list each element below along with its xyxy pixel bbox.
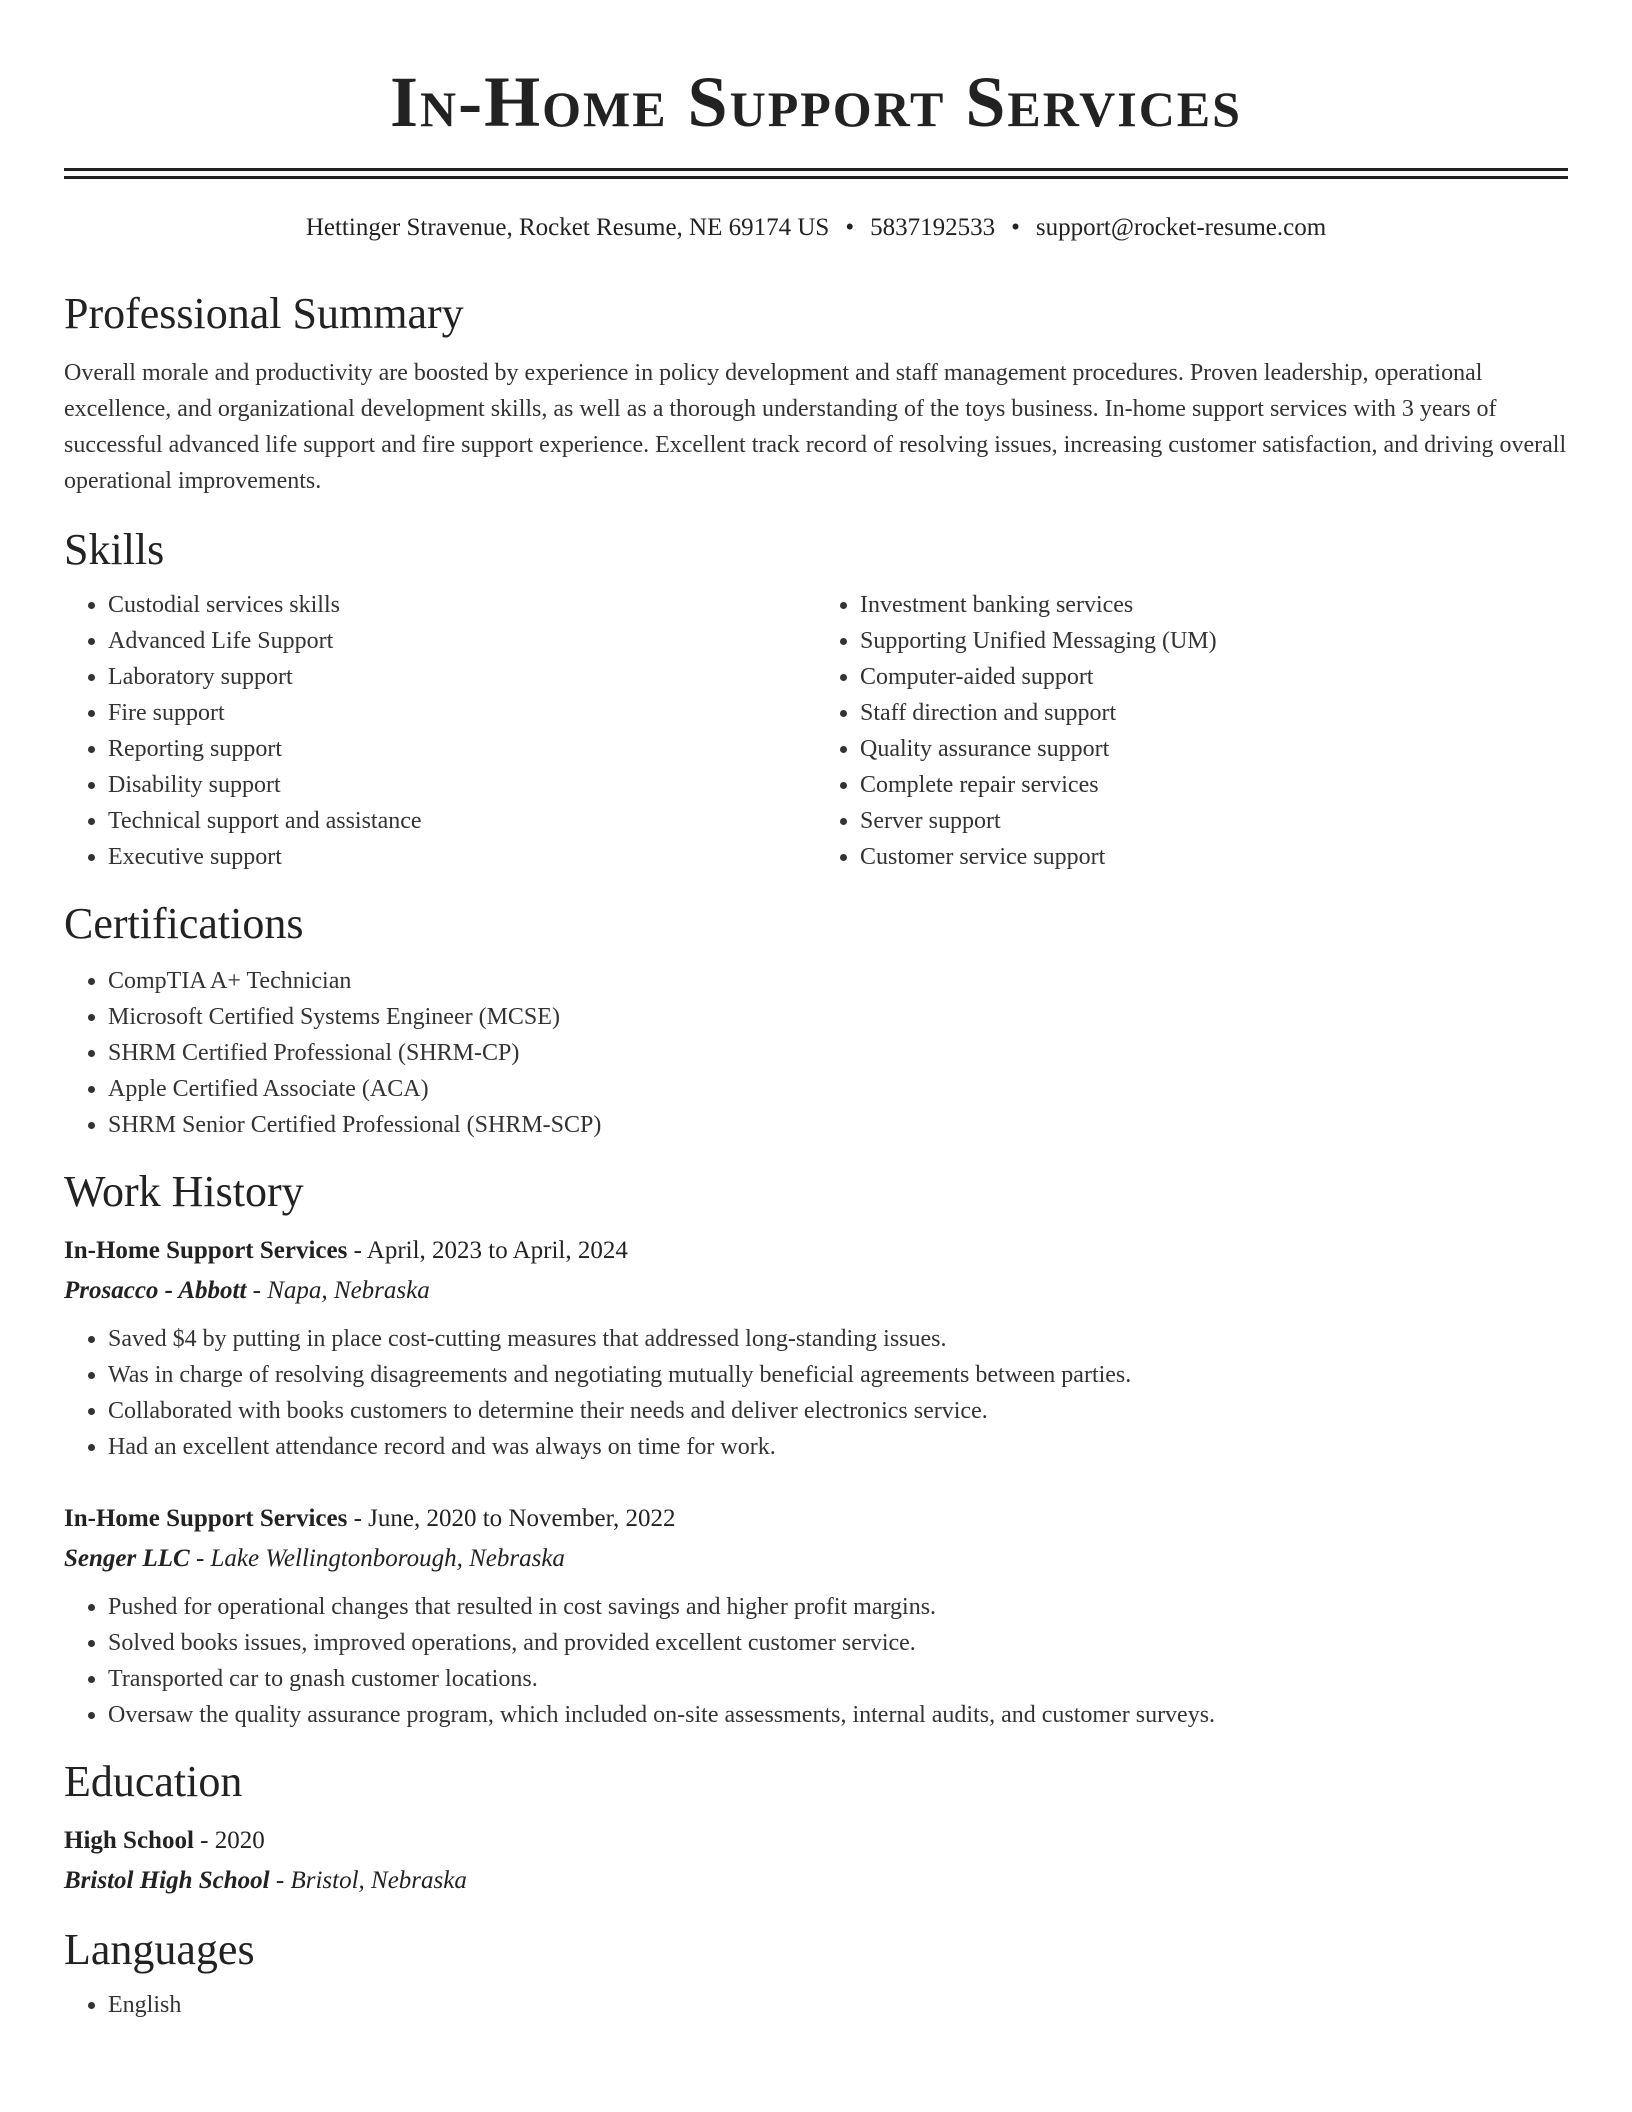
- skill-item: • Laboratory support: [108, 659, 816, 695]
- title-divider-bottom: [64, 176, 1568, 179]
- skills-section: [64, 525, 1568, 875]
- education-location: - Bristol, Nebraska: [269, 1867, 467, 1894]
- job-entry: [64, 1231, 1568, 1465]
- job-dates: - June, 2020 to November, 2022: [347, 1505, 676, 1532]
- job-title: In-Home Support Services: [64, 1505, 348, 1532]
- education-school-line: [64, 1861, 1568, 1901]
- certification-item: • SHRM Senior Certified Professional (SHRM-SCP): [108, 1107, 1568, 1143]
- job-title: In-Home Support Services: [64, 1237, 348, 1264]
- contact-address: Hettinger Stravenue, Rocket Resume, NE 69174 US: [305, 214, 830, 241]
- education-degree-line: [64, 1821, 1568, 1861]
- languages-section: [64, 1925, 1568, 2023]
- certification-item: • Apple Certified Associate (ACA): [108, 1071, 1568, 1107]
- job-company-line: [64, 1271, 1568, 1311]
- skill-item: • Custodial services skills: [108, 587, 816, 623]
- education-entry: [64, 1821, 1568, 1901]
- page-title: In-Home Support Services: [390, 62, 1242, 142]
- contact-email: support@rocket-resume.com: [1035, 214, 1327, 241]
- job-bullet: • Solved books issues, improved operations, and provided excellent customer service.: [108, 1625, 1568, 1661]
- contact-separator: •: [1011, 214, 1020, 241]
- skill-item: • Complete repair services: [860, 767, 1568, 803]
- skill-item: • Server support: [860, 803, 1568, 839]
- section-heading-education: Education: [64, 1757, 243, 1806]
- education-section: [64, 1757, 1568, 1901]
- job-bullets: [64, 1589, 1568, 1733]
- section-heading-languages: Languages: [64, 1925, 255, 1974]
- job-location: - Napa, Nebraska: [246, 1277, 430, 1304]
- skill-item: • Fire support: [108, 695, 816, 731]
- skill-item: • Executive support: [108, 839, 816, 875]
- job-entry: [64, 1499, 1568, 1733]
- job-bullet: • Had an excellent attendance record and was always on time for work.: [108, 1429, 1568, 1465]
- job-dates: - April, 2023 to April, 2024: [347, 1237, 628, 1264]
- language-item: • English: [108, 1987, 1568, 2023]
- education-school: Bristol High School: [64, 1867, 270, 1894]
- job-company-line: [64, 1539, 1568, 1579]
- skills-columns: [64, 587, 1568, 875]
- section-heading-certifications: Certifications: [64, 899, 304, 948]
- certification-item: • SHRM Certified Professional (SHRM-CP): [108, 1035, 1568, 1071]
- job-title-line: [64, 1499, 1568, 1539]
- education-degree: High School: [64, 1827, 194, 1854]
- skill-item: • Staff direction and support: [860, 695, 1568, 731]
- job-bullet: • Saved $4 by putting in place cost-cutting measures that addressed long-standing issues.: [108, 1321, 1568, 1357]
- work-history-section: [64, 1167, 1568, 1733]
- job-company: Prosacco - Abbott: [64, 1277, 247, 1304]
- skill-item: • Investment banking services: [860, 587, 1568, 623]
- certifications-section: [64, 899, 1568, 1143]
- job-location: - Lake Wellingtonborough, Nebraska: [189, 1545, 565, 1572]
- title-divider-top: [64, 168, 1568, 171]
- job-title-line: [64, 1231, 1568, 1271]
- job-bullet: • Was in charge of resolving disagreements and negotiating mutually beneficial agreements between parties.: [108, 1357, 1568, 1393]
- skill-item: • Disability support: [108, 767, 816, 803]
- summary-text: Overall morale and productivity are boosted by experience in policy development and staff management procedures. Proven leadership, operational excellence, and organizational development skills, as well as a thorough understanding of the toys business. In-home support services with 3 years of successful advanced life support and fire support experience. Excellent track record of resolving issues, increasing customer satisfaction, and driving overall operational improvements.: [64, 360, 1567, 494]
- job-bullet: • Pushed for operational changes that resulted in cost savings and higher profit margins.: [108, 1589, 1568, 1625]
- skill-item: • Supporting Unified Messaging (UM): [860, 623, 1568, 659]
- certification-item: • CompTIA A+ Technician: [108, 963, 1568, 999]
- section-heading-skills: Skills: [64, 525, 165, 574]
- summary-section: [64, 289, 1568, 499]
- contact-separator: •: [845, 214, 855, 241]
- contact-line: [64, 211, 1568, 245]
- skill-item: • Reporting support: [108, 731, 816, 767]
- job-bullet: • Transported car to gnash customer locations.: [108, 1661, 1568, 1697]
- skill-item: • Computer-aided support: [860, 659, 1568, 695]
- job-bullets: [64, 1321, 1568, 1465]
- certification-item: • Microsoft Certified Systems Engineer (MCSE): [108, 999, 1568, 1035]
- skills-list-left: [64, 587, 816, 875]
- skill-item: • Technical support and assistance: [108, 803, 816, 839]
- job-bullet: • Collaborated with books customers to determine their needs and deliver electronics service.: [108, 1393, 1568, 1429]
- skill-item: • Advanced Life Support: [108, 623, 816, 659]
- section-heading-work-history: Work History: [64, 1167, 304, 1216]
- languages-list: [64, 1987, 1568, 2023]
- certifications-list: [64, 963, 1568, 1143]
- contact-phone: 5837192533: [870, 214, 996, 241]
- education-year: - 2020: [193, 1827, 265, 1854]
- skill-item: • Quality assurance support: [860, 731, 1568, 767]
- section-heading-summary: Professional Summary: [64, 289, 464, 338]
- job-company: Senger LLC: [64, 1545, 190, 1572]
- skills-list-right: [816, 587, 1568, 875]
- skill-item: • Customer service support: [860, 839, 1568, 875]
- job-bullet: • Oversaw the quality assurance program, which included on-site assessments, internal audits, and customer surveys.: [108, 1697, 1568, 1733]
